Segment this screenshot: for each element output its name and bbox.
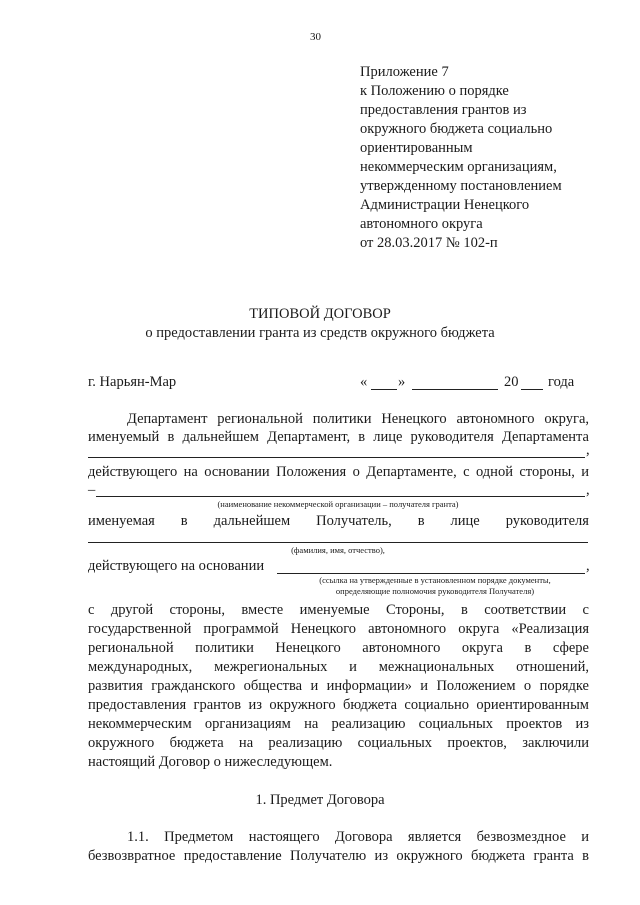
- appendix-line: окружного бюджета социально: [360, 121, 553, 137]
- section-line: безвозвратное предоставление Получателю из окружного бюджета гранта в: [88, 848, 589, 864]
- appendix-block: [360, 63, 620, 253]
- preamble-line: действующего на основании Положения о Департаменте, с одной стороны, и: [88, 464, 589, 480]
- paragraph-line: региональной политики Ненецкого автономного округа в сфере: [88, 640, 589, 656]
- year-suffix: года: [548, 374, 575, 390]
- word: именуемая: [88, 513, 155, 529]
- comma: ,: [586, 482, 590, 498]
- section-heading: 1. Предмет Договора: [255, 792, 385, 808]
- date-quote-open: «: [360, 374, 368, 390]
- comma: ,: [586, 442, 590, 458]
- appendix-line: Приложение 7: [360, 64, 449, 80]
- appendix-line: некоммерческим организациям,: [360, 159, 557, 175]
- word: руководителя: [505, 513, 589, 529]
- appendix-line: Администрации Ненецкого: [360, 197, 530, 213]
- caption-fio: (фамилия, имя, отчество),: [291, 545, 385, 555]
- word: в: [417, 513, 425, 529]
- paragraph-line: международных, межрегиональных и межнациональных отношений,: [88, 659, 589, 675]
- document-title: ТИПОВОЙ ДОГОВОР: [249, 306, 391, 322]
- paragraph-line: окружного бюджета на реализацию социальных проектов, заключили: [88, 735, 589, 751]
- paragraph-line: государственной программой Ненецкого автономного округа «Реализация: [88, 621, 589, 637]
- comma: ,: [586, 558, 590, 574]
- paragraph-line: некоммерческим организациям на реализацию социальных проектов из: [88, 716, 589, 732]
- document-subtitle: о предоставлении гранта из средств окружного бюджета: [145, 325, 495, 341]
- paragraph-line: настоящий Договор о нижеследующем.: [88, 754, 333, 770]
- preamble-paragraph: [88, 601, 589, 772]
- fio-blank-line: [88, 542, 588, 543]
- appendix-line: от 28.03.2017 № 102-п: [360, 235, 498, 251]
- head-name-blank-line: [88, 457, 585, 458]
- word: лице: [450, 513, 480, 529]
- basis-doc-blank-line: [277, 573, 585, 574]
- page-number: 30: [310, 31, 321, 43]
- appendix-line: ориентированным: [360, 140, 473, 156]
- preamble-line: действующего на основании: [88, 558, 265, 574]
- preamble-line: именуемый в дальнейшем Департамент, в лице руководителя Департамента: [88, 429, 589, 445]
- day-blank-line: [371, 389, 397, 390]
- caption-organization: (наименование некоммерческой организации – получателя гранта): [217, 499, 459, 509]
- month-blank-line: [412, 389, 498, 390]
- preamble-line-spread: [88, 512, 589, 531]
- appendix-line: предоставления грантов из: [360, 102, 527, 118]
- word: в: [180, 513, 188, 529]
- paragraph-line: предоставления грантов из окружного бюджета социально ориентированным: [88, 697, 589, 713]
- appendix-line: автономного округа: [360, 216, 483, 232]
- word: дальнейшем: [213, 513, 291, 529]
- word: Получатель,: [316, 513, 392, 529]
- paragraph-line: развития гражданского общества и информации» и Положением о порядке: [88, 678, 589, 694]
- appendix-line: утвержденному постановлением: [360, 178, 562, 194]
- dash: –: [88, 482, 96, 498]
- paragraph-line: с другой стороны, вместе именуемые Стороны, в соответствии с: [88, 602, 589, 618]
- city: г. Нарьян-Мар: [88, 374, 177, 390]
- org-name-blank-line: [96, 496, 585, 497]
- preamble-line: Департамент региональной политики Ненецкого автономного округа,: [127, 411, 589, 427]
- caption-documents: определяющие полномочия руководителя Получателя): [335, 586, 535, 596]
- date-quote-close: »: [398, 374, 406, 390]
- year-prefix: 20: [504, 374, 519, 390]
- year-blank-line: [521, 389, 543, 390]
- section-line: 1.1. Предметом настоящего Договора является безвозмездное и: [127, 829, 589, 845]
- caption-documents: (ссылка на утвержденные в установленном порядке документы,: [319, 575, 551, 585]
- appendix-line: к Положению о порядке: [360, 83, 509, 99]
